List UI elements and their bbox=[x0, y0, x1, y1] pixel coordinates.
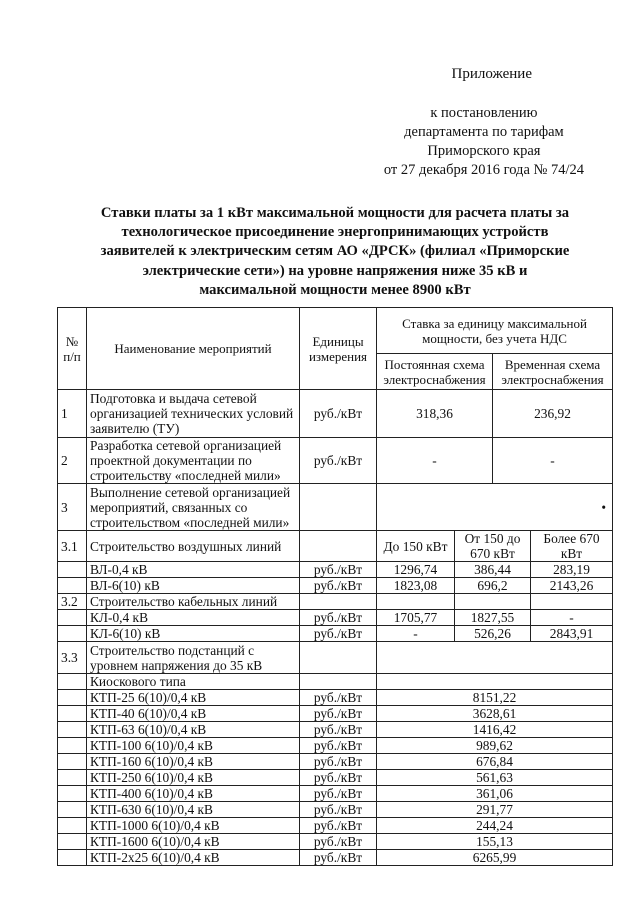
table-row bbox=[58, 531, 613, 562]
row-name: КТП-63 6(10)/0,4 кВ bbox=[87, 722, 300, 738]
resolution-line: Приморского края bbox=[427, 143, 541, 159]
row-name: Строительство воздушных линий bbox=[87, 531, 300, 562]
row-value: 1416,42 bbox=[377, 722, 613, 738]
row-unit: руб./кВт bbox=[300, 770, 377, 786]
row-value: 989,62 bbox=[377, 738, 613, 754]
resolution-line: департамента по тарифам bbox=[404, 124, 564, 140]
row-unit: руб./кВт bbox=[300, 706, 377, 722]
row-number: 3 bbox=[58, 484, 87, 531]
row-value: 361,06 bbox=[377, 786, 613, 802]
header-name: Наименование мероприятий bbox=[87, 308, 300, 390]
row-value: 676,84 bbox=[377, 754, 613, 770]
document-title bbox=[80, 204, 590, 300]
row-name: ВЛ-6(10) кВ bbox=[87, 578, 300, 594]
table-row bbox=[58, 722, 613, 738]
table-row bbox=[58, 834, 613, 850]
row-value: 2143,26 bbox=[531, 578, 613, 594]
row-unit: руб./кВт bbox=[300, 578, 377, 594]
row-permanent-value: 318,36 bbox=[377, 390, 493, 438]
table-row bbox=[58, 706, 613, 722]
table-row bbox=[58, 818, 613, 834]
row-value: - bbox=[377, 626, 455, 642]
row-name: ВЛ-0,4 кВ bbox=[87, 562, 300, 578]
table-row bbox=[58, 610, 613, 626]
row-name: КЛ-0,4 кВ bbox=[87, 610, 300, 626]
header-rate: Ставка за единицу максимальной мощности, без учета НДС bbox=[377, 308, 613, 354]
row-value: 6265,99 bbox=[377, 850, 613, 866]
header-permanent: Постоянная схема электроснабжения bbox=[377, 354, 493, 390]
table-row bbox=[58, 786, 613, 802]
row-name: КТП-2х25 6(10)/0,4 кВ bbox=[87, 850, 300, 866]
empty-cell bbox=[58, 754, 87, 770]
table-row bbox=[58, 578, 613, 594]
empty-cell bbox=[58, 690, 87, 706]
row-value: 155,13 bbox=[377, 834, 613, 850]
band-150-670: От 150 до 670 кВт bbox=[455, 531, 531, 562]
title-line: заявителей к электрическим сетям АО «ДРСК» (филиал «Приморские bbox=[100, 243, 570, 260]
empty-cell bbox=[300, 674, 377, 690]
row-unit: руб./кВт bbox=[300, 562, 377, 578]
empty-cell bbox=[300, 642, 377, 674]
row-number: 1 bbox=[58, 390, 87, 438]
row-unit: руб./кВт bbox=[300, 722, 377, 738]
row-mark: • bbox=[377, 484, 613, 531]
row-value: 1823,08 bbox=[377, 578, 455, 594]
empty-cell bbox=[58, 674, 87, 690]
title-line: максимальной мощности менее 8900 кВт bbox=[199, 281, 471, 298]
empty-cell bbox=[58, 802, 87, 818]
empty-cell bbox=[58, 738, 87, 754]
row-unit: руб./кВт bbox=[300, 850, 377, 866]
row-unit: руб./кВт bbox=[300, 818, 377, 834]
row-unit: руб./кВт bbox=[300, 610, 377, 626]
resolution-line: от 27 декабря 2016 года № 74/24 bbox=[383, 162, 584, 178]
row-unit: руб./кВт bbox=[300, 690, 377, 706]
row-value: 1827,55 bbox=[455, 610, 531, 626]
row-value: 3628,61 bbox=[377, 706, 613, 722]
table-header-row bbox=[58, 308, 613, 354]
table-row bbox=[58, 484, 613, 531]
title-line: электрические сети») на уровне напряжения ниже 35 кВ и bbox=[142, 262, 528, 279]
resolution-reference bbox=[384, 104, 584, 180]
table-row bbox=[58, 690, 613, 706]
empty-cell bbox=[300, 531, 377, 562]
row-value: 526,26 bbox=[455, 626, 531, 642]
row-unit: руб./кВт bbox=[300, 438, 377, 484]
table-row bbox=[58, 438, 613, 484]
row-value: 291,77 bbox=[377, 802, 613, 818]
empty-cell bbox=[58, 786, 87, 802]
row-permanent-value: - bbox=[377, 438, 493, 484]
row-unit: руб./кВт bbox=[300, 834, 377, 850]
row-unit: руб./кВт bbox=[300, 786, 377, 802]
row-name: Выполнение сетевой организацией мероприятий, связанных со строительством «последней мили» bbox=[87, 484, 300, 531]
empty-cell bbox=[58, 578, 87, 594]
row-name: Подготовка и выдача сетевой организацией технических условий заявителю (ТУ) bbox=[87, 390, 300, 438]
row-unit: руб./кВт bbox=[300, 626, 377, 642]
row-unit: руб./кВт bbox=[300, 754, 377, 770]
row-name: Строительство кабельных линий bbox=[87, 594, 300, 610]
row-value: 2843,91 bbox=[531, 626, 613, 642]
row-name: КТП-160 6(10)/0,4 кВ bbox=[87, 754, 300, 770]
empty-cell bbox=[377, 642, 613, 674]
table-row bbox=[58, 738, 613, 754]
table-row bbox=[58, 642, 613, 674]
row-name: КТП-250 6(10)/0,4 кВ bbox=[87, 770, 300, 786]
table-row bbox=[58, 770, 613, 786]
row-value: 8151,22 bbox=[377, 690, 613, 706]
empty-cell bbox=[58, 834, 87, 850]
empty-cell bbox=[58, 722, 87, 738]
row-unit: руб./кВт bbox=[300, 738, 377, 754]
row-name: КТП-25 6(10)/0,4 кВ bbox=[87, 690, 300, 706]
empty-cell bbox=[58, 610, 87, 626]
tariff-table bbox=[57, 307, 613, 866]
band-over-670: Более 670 кВт bbox=[531, 531, 613, 562]
row-name: КТП-1600 6(10)/0,4 кВ bbox=[87, 834, 300, 850]
empty-cell bbox=[58, 770, 87, 786]
row-name: КТП-400 6(10)/0,4 кВ bbox=[87, 786, 300, 802]
row-unit: руб./кВт bbox=[300, 390, 377, 438]
row-number: 3.3 bbox=[58, 642, 87, 674]
empty-cell bbox=[377, 594, 455, 610]
header-temporary: Временная схема электроснабжения bbox=[493, 354, 613, 390]
row-name: Разработка сетевой организацией проектной документации по строительству «последней мили» bbox=[87, 438, 300, 484]
row-name: КТП-100 6(10)/0,4 кВ bbox=[87, 738, 300, 754]
table-row bbox=[58, 626, 613, 642]
table-row bbox=[58, 754, 613, 770]
header-number: № п/п bbox=[58, 308, 87, 390]
empty-cell bbox=[300, 594, 377, 610]
empty-cell bbox=[300, 484, 377, 531]
row-number: 2 bbox=[58, 438, 87, 484]
title-line: технологическое присоединение энергопринимающих устройств bbox=[121, 224, 549, 241]
empty-cell bbox=[58, 562, 87, 578]
row-temporary-value: - bbox=[493, 438, 613, 484]
empty-cell bbox=[58, 626, 87, 642]
empty-cell bbox=[455, 594, 531, 610]
row-number: 3.1 bbox=[58, 531, 87, 562]
table-row bbox=[58, 674, 613, 690]
row-name: КТП-40 6(10)/0,4 кВ bbox=[87, 706, 300, 722]
row-name: Строительство подстанций с уровнем напряжения до 35 кВ bbox=[87, 642, 300, 674]
row-value: 244,24 bbox=[377, 818, 613, 834]
row-number: 3.2 bbox=[58, 594, 87, 610]
table-row bbox=[58, 390, 613, 438]
row-name: КЛ-6(10) кВ bbox=[87, 626, 300, 642]
row-value: 561,63 bbox=[377, 770, 613, 786]
header-unit: Единицы измерения bbox=[300, 308, 377, 390]
row-name: КТП-630 6(10)/0,4 кВ bbox=[87, 802, 300, 818]
empty-cell bbox=[58, 818, 87, 834]
row-value: 283,19 bbox=[531, 562, 613, 578]
title-line: Ставки платы за 1 кВт максимальной мощности для расчета платы за bbox=[100, 205, 570, 221]
row-value: - bbox=[531, 610, 613, 626]
resolution-line: к постановлению bbox=[430, 105, 538, 121]
table-row bbox=[58, 562, 613, 578]
row-value: 696,2 bbox=[455, 578, 531, 594]
table-row bbox=[58, 850, 613, 866]
row-value: 1296,74 bbox=[377, 562, 455, 578]
table-row bbox=[58, 802, 613, 818]
row-value: 1705,77 bbox=[377, 610, 455, 626]
empty-cell bbox=[531, 594, 613, 610]
appendix-label: Приложение bbox=[451, 66, 532, 82]
band-up-to-150: До 150 кВт bbox=[377, 531, 455, 562]
row-temporary-value: 236,92 bbox=[493, 390, 613, 438]
empty-cell bbox=[58, 706, 87, 722]
empty-cell bbox=[377, 674, 613, 690]
row-value: 386,44 bbox=[455, 562, 531, 578]
table-row bbox=[58, 594, 613, 610]
empty-cell bbox=[58, 850, 87, 866]
row-unit: руб./кВт bbox=[300, 802, 377, 818]
row-name: КТП-1000 6(10)/0,4 кВ bbox=[87, 818, 300, 834]
row-name: Киоскового типа bbox=[87, 674, 300, 690]
